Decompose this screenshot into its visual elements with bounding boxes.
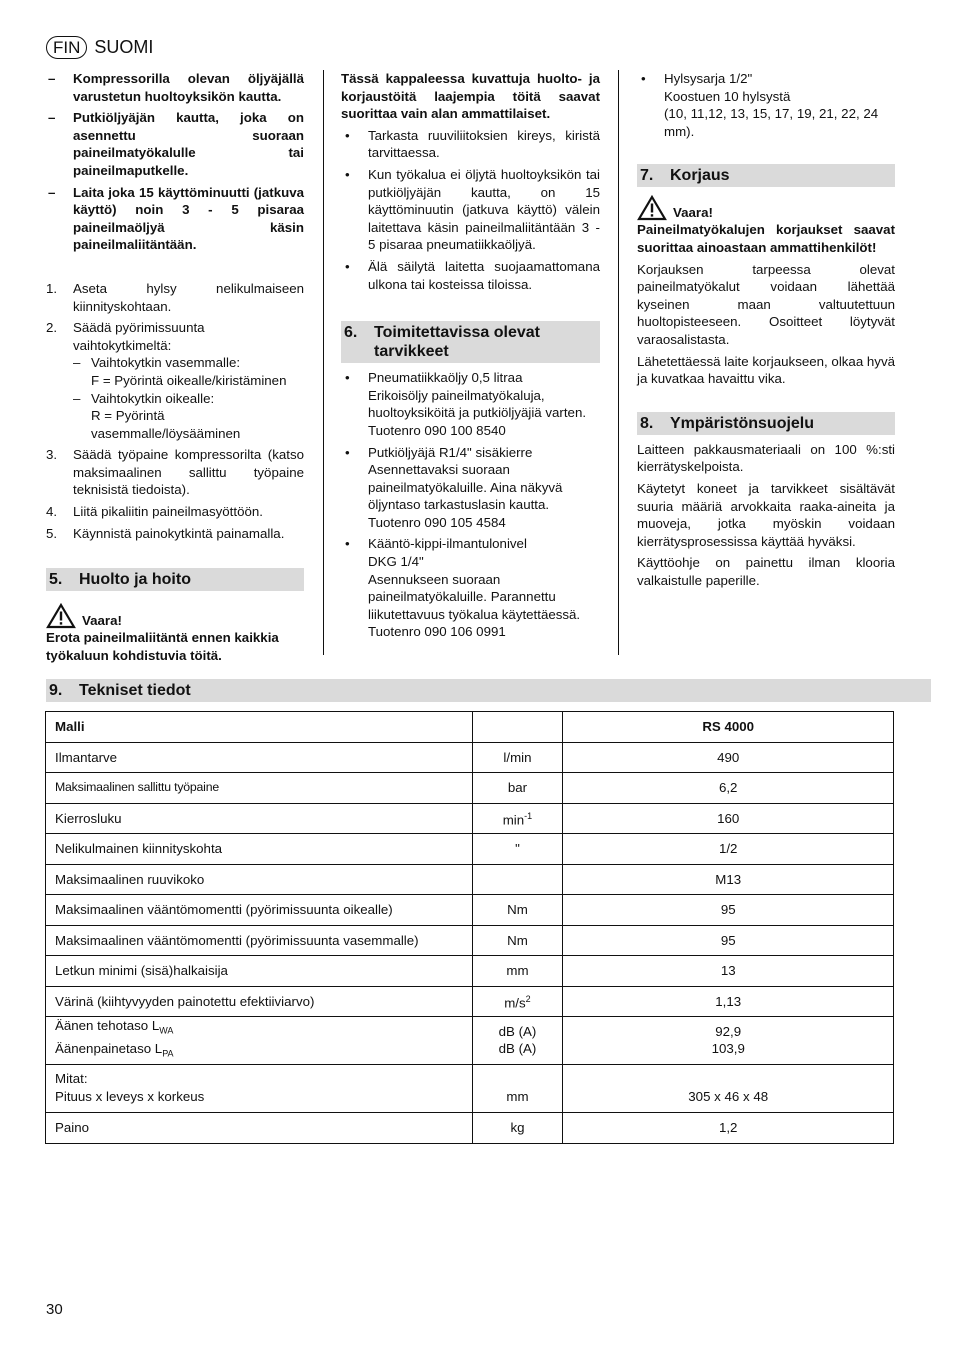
section-intro: Tässä kappaleessa kuvattuja huolto- ja korjaustöitä laajempia töitä saavat suorittaa vain alan ammattilaiset. <box>341 71 600 122</box>
list-item: • Hylsysarja 1/2" Koostuen 10 hylsystä (10, 11,12, 13, 15, 17, 19, 21, 22, 24 mm). <box>641 71 879 139</box>
section-heading: 9. Tekniset tiedot <box>46 679 931 702</box>
section-heading: 7. Korjaus <box>637 164 895 187</box>
table-row: Ilmantarve l/min 490 <box>46 743 894 773</box>
list-item: • Älä säilytä laitetta suojaamattomana ulkona tai kosteissa tiloissa. <box>345 258 600 292</box>
sub-item: – Vaihtokytkin oikealle: R = Pyörintä vasemmalle/löysääminen <box>73 390 241 441</box>
table-row: Värinä (kiihtyvyyden painotettu efektiiviarvo) $m/s^2$ 1,13 <box>46 987 894 1017</box>
list-item: • Pneumatiikkaöljy 0,5 litraa Erikoisöljy paineilmatyökaluja, huoltoyksiköitä ja putkiöljyäjiä varten. Tuotenro 090 100 8540 <box>345 370 587 438</box>
table-row: Maksimaalinen vääntömomentti (pyörimissuunta oikealle) Nm 95 <box>46 895 894 926</box>
list-item: – Kompressorilla olevan öljyäjällä varustetun huoltoyksikön kautta. <box>48 71 304 104</box>
list-item: – Laita joka 15 käyttöminuutti (jatkuva käyttö) noin 3 - 5 pisaraa paineilmaöljyä käsin paineilmaliitäntään. <box>48 184 304 253</box>
warning-text: Erota paineilmaliitäntä ennen kaikkia työkaluun kohdistuvia töitä. <box>46 630 279 663</box>
section-heading: 6. Toimitettavissa olevat tarvikkeet <box>341 321 600 363</box>
paragraph: Käytetyt koneet ja tarvikkeet sisältävät suuria määriä arvokkaita raaka-aineita ja muoveja, jotka myöskin voidaan kierrätysprosessissa käyttää hyväksi. <box>637 480 895 549</box>
list-item: • Kun työkalua ei öljytä huoltoyksikön tai putkiöljyäjän kautta, on 15 käyttöminuutin (jatkuva käyttö) välein laitettava käsin paineilmaliitäntään 3 - 5 pisaraa pneumatiikkaöljyä. <box>345 166 600 253</box>
paragraph: Laitteen pakkausmateriaali on 100 %:sti kierrätyskelpoista. <box>637 441 895 475</box>
column-left <box>46 70 304 664</box>
warning-block <box>46 603 304 664</box>
page-number: 30 <box>46 1301 63 1318</box>
table-row: Maksimaalinen sallittu työpaine bar 6,2 <box>46 773 894 804</box>
warning-triangle-icon <box>637 195 667 221</box>
paragraph: Korjauksen tarpeessa olevat paineilmatyökalut voidaan lähettää kyseinen maan valtuutettuun huoltopisteeseen. Osoitteet löytyvät varaosalistasta. <box>637 261 895 347</box>
paragraph: Käyttöohje on painettu ilman klooria valkaistulle paperille. <box>637 555 895 588</box>
column-middle <box>341 70 600 645</box>
warning-triangle-icon <box>46 603 76 629</box>
step-item: 3. Säädä työpaine kompressorilta (katso maksimaalinen sallittu työpaine teknisistä tiedoista). <box>46 447 304 498</box>
language-code-badge: FIN <box>46 36 87 59</box>
warning-label: Vaara! <box>673 204 713 220</box>
column-divider <box>323 70 324 655</box>
list-item: • Putkiöljyäjä R1/4" sisäkierre Asennettavaksi suoraan paineilmatyökaluille. Aina näkyvä öljyntaso tarkastuslasin kautta. Tuotenro 090 105 4584 <box>345 444 563 530</box>
table-row: Maksimaalinen ruuvikoko M13 <box>46 865 894 895</box>
step-item: 2. Säädä pyörimissuunta vaihtokytkimeltä: – Vaihtokytkin vasemmalle: F = Pyörintä oikealle/kiristäminen – Vaihtokytkin oikealle: R = Pyörintä vasemmalle/löysääminen <box>46 319 304 442</box>
table-row: Maksimaalinen vääntömomentti (pyörimissuunta vasemmalle) Nm 95 <box>46 926 894 956</box>
sub-item: – Vaihtokytkin vasemmalle: F = Pyörintä oikealle/kiristäminen <box>73 355 287 388</box>
warning-block <box>637 195 895 256</box>
step-item: 5. Käynnistä painokytkintä painamalla. <box>46 525 285 541</box>
table-row-dimensions: Mitat: Pituus x leveys x korkeus mm 305 x 46 x 48 <box>46 1064 894 1112</box>
table-header-row: Malli RS 4000 <box>46 712 894 743</box>
table-row: Kierrosluku $\min^{-1}$ 160 <box>46 804 894 834</box>
step-item: 4. Liitä pikaliitin paineilmasyöttöön. <box>46 504 263 520</box>
list-item: • Tarkasta ruuviliitoksien kireys, kiristä tarvittaessa. <box>345 127 600 161</box>
column-right <box>637 70 895 593</box>
section-heading: 8. Ympäristönsuojelu <box>637 412 895 435</box>
column-divider <box>618 70 619 655</box>
tech-spec-table <box>45 711 894 1144</box>
table-row: Letkun minimi (sisä)halkaisija mm 13 <box>46 956 894 987</box>
table-row-noise: Äänen tehotaso $L_{WA}$ Äänenpainetaso $L_{PA}$ dB (A) dB (A) 92,9 103,9 <box>46 1017 894 1065</box>
language-title: SUOMI <box>94 36 154 57</box>
section-heading: 5. Huolto ja hoito <box>46 568 304 591</box>
paragraph: Lähetettäessä laite korjaukseen, olkaa hyvä ja kuvatkaa havaittu vika. <box>637 353 895 387</box>
warning-label: Vaara! <box>82 612 122 628</box>
table-row: Paino kg 1,2 <box>46 1112 894 1143</box>
step-item: 1. Aseta hylsy nelikulmaiseen kiinnityskohtaan. <box>46 280 304 314</box>
table-row: Nelikulmainen kiinnityskohta " 1/2 <box>46 834 894 865</box>
page-header <box>46 36 153 59</box>
warning-text: Paineilmatyökalujen korjaukset saavat suorittaa ainoastaan ammattihenkilöt! <box>637 222 895 255</box>
list-item: – Putkiöljyäjän kautta, joka on asennettu suoraan paineilmatyökalulle tai paineilmaputkelle. <box>48 110 304 178</box>
list-item: • Kääntö-kippi-ilmantulonivel DKG 1/4" Asennukseen suoraan paineilmatyökaluille. Parannettu liikutettavuus työkalua käytettäessä. Tuotenro 090 106 0991 <box>345 536 581 640</box>
